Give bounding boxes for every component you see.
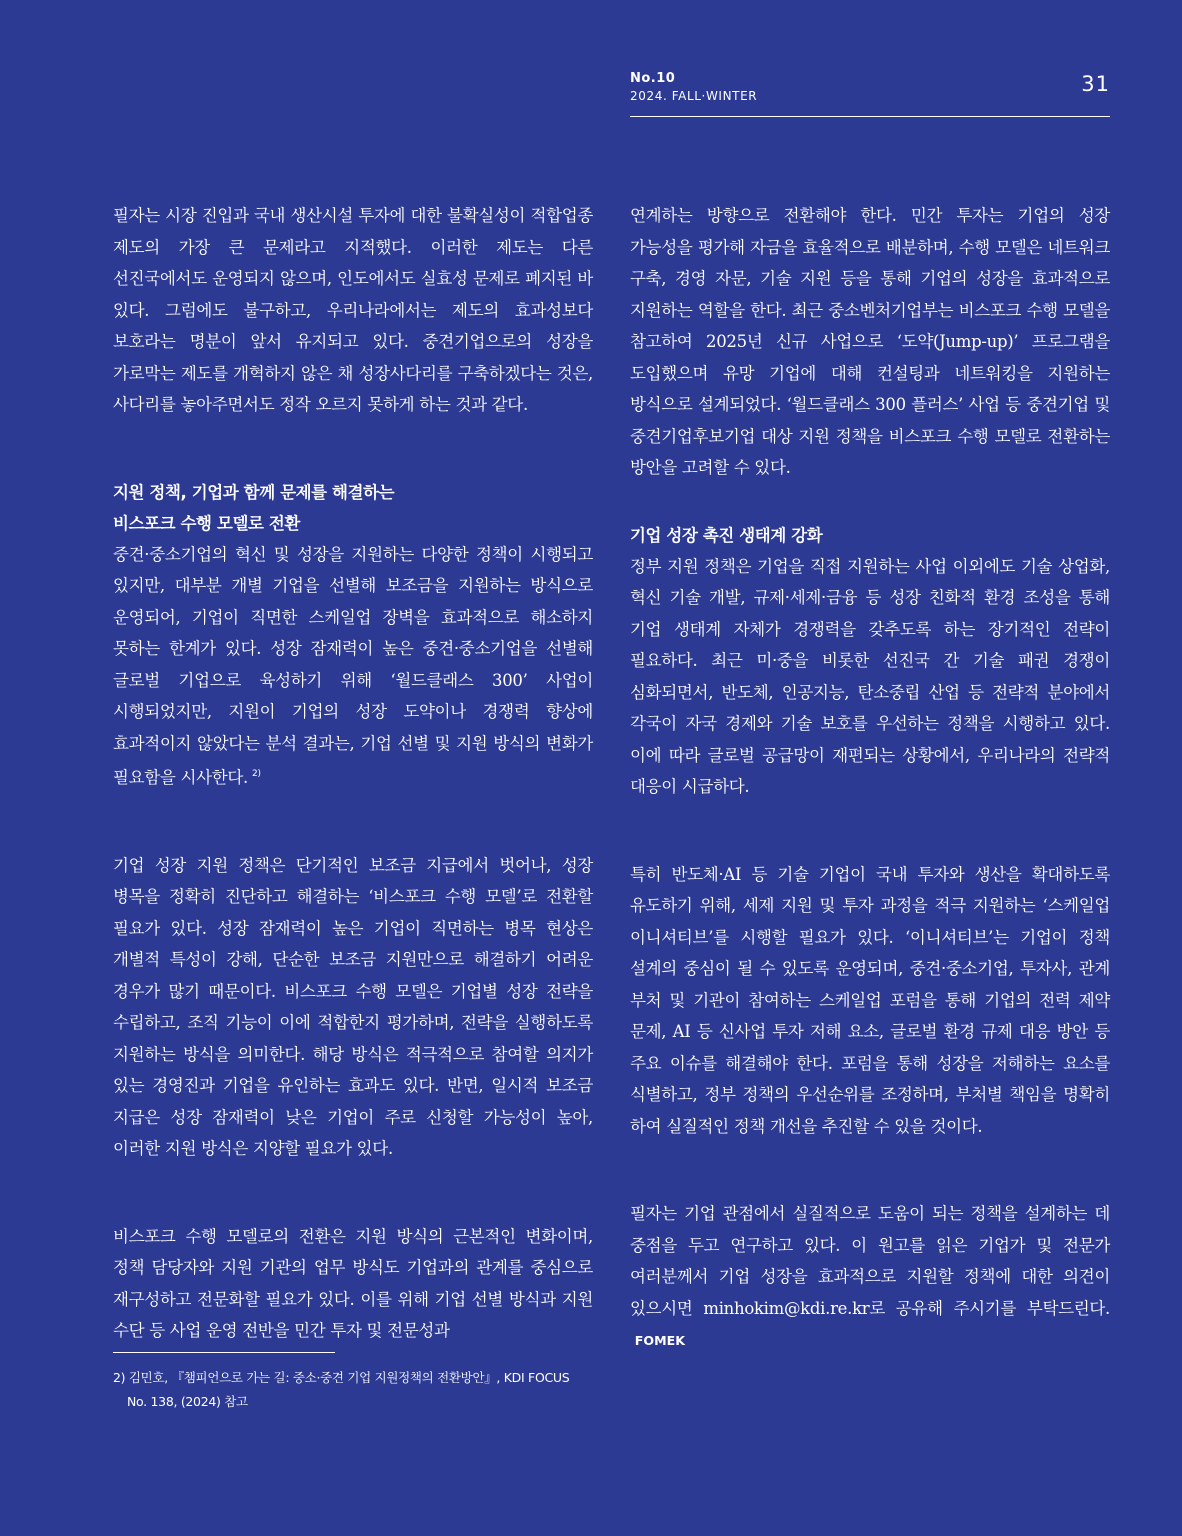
body-text: 중견·중소기업의 혁신 및 성장을 지원하는 다양한 정책이 시행되고 있지만, 대부분 개별 기업을 선별해 보조금을 지원하는 방식으로 운영되어, 기업이 직면한 스케일업 장벽을 효과적으로 해소하지 못하는 한계가 있다. 성장 잠재력이 높은 중견·중소기업을 선별해 글로벌 기업으로 육성하기 위해 ‘월드클래스 300’ 사업이 시행되었지만, 지원이 기업의 성장 도약이나 경쟁력 향상에 효과적이지 않았다는 분석 결과는, 기업 선별 및 지원 방식의 변화가 필요함을 시사한다. — [113, 544, 593, 787]
body-paragraph — [113, 539, 593, 794]
footnote — [113, 1366, 593, 1414]
body-paragraph: 연계하는 방향으로 전환해야 한다. 민간 투자는 기업의 성장 가능성을 평가해 자금을 효율적으로 배분하며, 수행 모델은 네트워크 구축, 경영 자문, 기술 지원 등을 통해 기업의 성장을 효과적으로 지원하는 역할을 한다. 최근 중소벤처기업부는 비스포크 수행 모델을 참고하여 2025년 신규 사업으로 ‘도약(Jump-up)’ 프로그램을 도입했으며 유망 기업에 대해 컨설팅과 네트워킹을 지원하는 방식으로 설계되었다. ‘월드클래스 300 플러스’ 사업 등 중견기업 및 중견기업후보기업 대상 지원 정책을 비스포크 수행 모델로 전환하는 방안을 고려할 수 있다. — [630, 206, 1110, 477]
body-paragraph: 정부 지원 정책은 기업을 직접 지원하는 사업 이외에도 기술 상업화, 혁신 기술 개발, 규제·세제·금융 등 성장 친화적 환경 조성을 통해 기업 생태계 자체가 경쟁력을 갖추도록 하는 장기적인 전략이 필요하다. 최근 미·중을 비롯한 선진국 간 기술 패권 경쟁이 심화되면서, 반도체, 인공지능, 탄소중립 산업 등 전략적 분야에서 각국이 자국 경제와 기술 보호를 우선하는 정책을 시행하고 있다. 이에 따라 글로벌 공급망이 재편되는 상황에서, 우리나라의 전략적 대응이 시급하다. — [630, 556, 1110, 796]
footnote-reference: 2) — [252, 769, 261, 779]
footnote-divider — [113, 1352, 335, 1353]
header-divider — [630, 116, 1110, 117]
right-column — [630, 200, 1110, 1358]
body-paragraph: 특히 반도체·AI 등 기술 기업이 국내 투자와 생산을 확대하도록 유도하기 위해, 세제 지원 및 투자 과정을 적극 지원하는 ‘스케일업 이니셔티브’를 시행할 필요가 있다. ‘이니셔티브’는 기업이 정책 설계의 중심이 될 수 있도록 운영되며, 중견·중소기업, 투자사, 관계 부처 및 기관이 참여하는 스케일업 포럼을 통해 기업의 전력 제약 문제, AI 등 신사업 투자 저해 요소, 글로벌 환경 규제 대응 방안 등 주요 이슈를 해결해야 한다. 포럼을 통해 성장을 저해하는 요소를 식별하고, 정부 정책의 우선순위를 조정하며, 부처별 책임을 명확히 하여 실질적인 정책 개선을 추진할 수 있을 것이다. — [630, 864, 1110, 1136]
section-heading — [113, 477, 593, 539]
page-number: 31 — [1081, 72, 1110, 96]
left-column — [113, 200, 593, 1347]
issue-season: 2024. FALL·WINTER — [630, 89, 758, 103]
footnote-line: 2) 김민호, 『챔피언으로 가는 길: 중소·중견 기업 지원정책의 전환방안』, KDI FOCUS — [113, 1370, 570, 1385]
section-heading-line: 지원 정책, 기업과 함께 문제를 해결하는 — [113, 482, 395, 502]
body-paragraph: 필자는 시장 진입과 국내 생산시설 투자에 대한 불확실성이 적합업종 제도의 가장 큰 문제라고 지적했다. 이러한 제도는 다른 선진국에서도 운영되지 않으며, 인도에서도 실효성 문제로 폐지된 바 있다. 그럼에도 불구하고, 우리나라에서는 제도의 효과성보다 보호라는 명분이 앞서 유지되고 있다. 중견기업으로의 성장을 가로막는 제도를 개혁하지 않은 채 성장사다리를 구축하겠다는 것은, 사다리를 놓아주면서도 정작 오르지 못하게 하는 것과 같다. — [113, 206, 593, 414]
footnote-line: No. 138, (2024) 참고 — [127, 1394, 248, 1409]
body-paragraph: 비스포크 수행 모델로의 전환은 지원 방식의 근본적인 변화이며, 정책 담당자와 지원 기관의 업무 방식도 기업과의 관계를 중심으로 재구성하고 전문화할 필요가 있다. 이를 위해 기업 선별 방식과 지원 수단 등 사업 운영 전반을 민간 투자 및 전문성과 — [113, 1226, 593, 1340]
fomek-logo: FOMEK — [634, 1334, 686, 1348]
section-heading-line: 비스포크 수행 모델로 전환 — [113, 513, 300, 533]
body-text: 필자는 기업 관점에서 실질적으로 도움이 되는 정책을 설계하는 데 중점을 두고 연구하고 있다. 이 원고를 읽은 기업가 및 전문가 여러분께서 기업 성장을 효과적으로 지원할 정책에 대한 의견이 있으시면 minhokim@kdi.re.kr로 공유해 주시기를 부탁드린다. — [630, 1204, 1110, 1318]
body-paragraph: 기업 성장 지원 정책은 단기적인 보조금 지급에서 벗어나, 성장 병목을 정확히 진단하고 해결하는 ‘비스포크 수행 모델’로 전환할 필요가 있다. 성장 잠재력이 높은 기업이 직면하는 병목 현상은 개별적 특성이 강해, 단순한 보조금 지원만으로 해결하기 어려운 경우가 많기 때문이다. 비스포크 수행 모델은 기업별 성장 전략을 수립하고, 조직 기능이 이에 적합한지 평가하며, 전략을 실행하도록 지원하는 방식을 의미한다. 해당 방식은 적극적으로 참여할 의지가 있는 경영진과 기업을 유인하는 효과도 있다. 반면, 일시적 보조금 지급은 성장 잠재력이 낮은 기업이 주로 신청할 가능성이 높아, 이러한 지원 방식은 지양할 필요가 있다. — [113, 855, 593, 1158]
section-heading: 기업 성장 촉진 생태계 강화 — [630, 525, 823, 545]
body-paragraph — [630, 1198, 1110, 1358]
issue-number: No.10 — [630, 71, 676, 86]
